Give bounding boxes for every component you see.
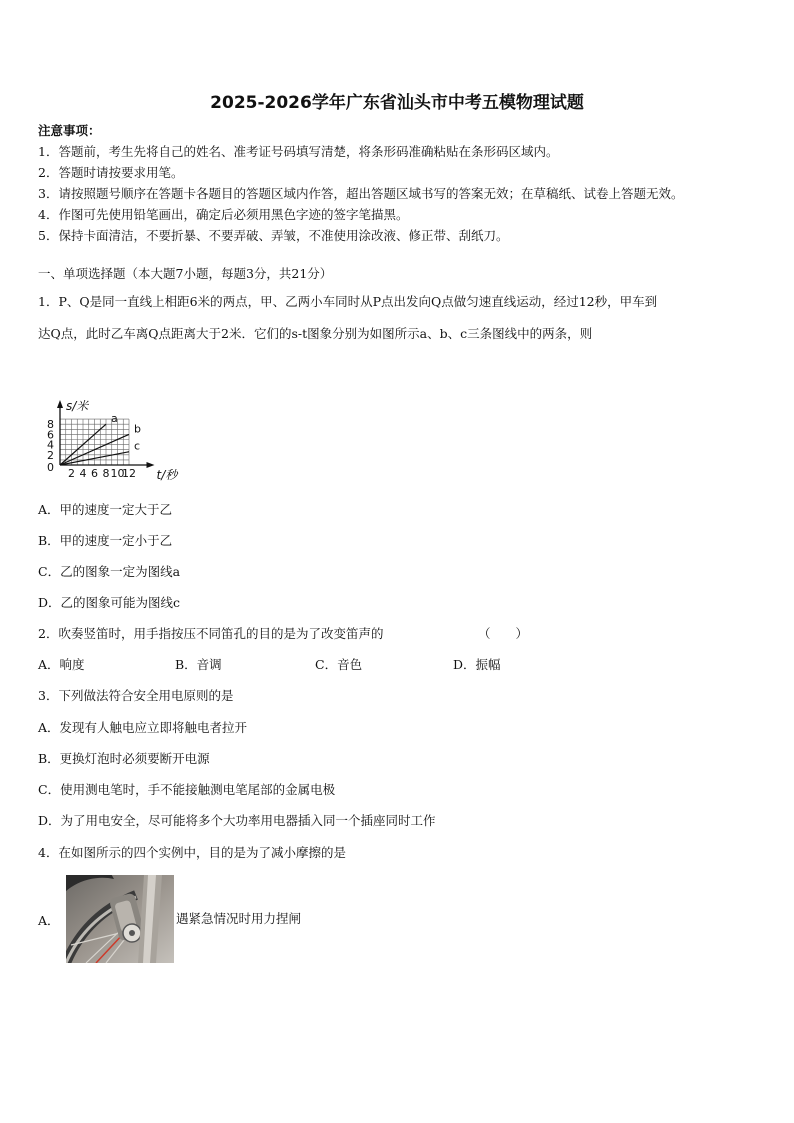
question-2-option-d: D．振幅	[453, 657, 501, 672]
question-4-stem: 4．在如图所示的四个实例中，目的是为了减小摩擦的是	[38, 845, 346, 860]
y-tick-label: 8	[47, 418, 54, 432]
question-2-option-c: C．音色	[315, 657, 363, 672]
question-2-blank: （ ）	[478, 626, 529, 641]
x-tick-label: 4	[79, 467, 87, 480]
question-3-option-d: D．为了用电安全，尽可能将多个大功率用电器插入同一个插座同时工作	[38, 813, 436, 828]
series-label-a: a	[111, 412, 118, 426]
question-2-option-a: A．响度	[38, 657, 85, 672]
notice-item: 4．作图可先使用铅笔画出，确定后必须用黑色字迹的签字笔描黑。	[38, 207, 409, 222]
question-1-stem-line1: 1．P、Q是同一直线上相距6米的两点，甲、乙两小车同时从P点出发向Q点做匀速直线运动，经过12秒，甲车到	[38, 294, 658, 309]
y-axis-arrow	[57, 400, 63, 408]
series-label-b: b	[134, 422, 141, 436]
section-heading: 一、单项选择题（本大题7小题，每题3分，共21分）	[38, 266, 333, 281]
question-1-option-c: C．乙的图象一定为图线a	[38, 564, 181, 579]
y-tick-label: 4	[47, 438, 54, 452]
notice-item: 5．保持卡面清洁，不要折暴、不要弄破、弄皱，不准使用涂改液、修正带、刮纸刀。	[38, 228, 509, 243]
series-label-c: c	[134, 439, 141, 453]
x-tick-label: 12	[122, 467, 136, 480]
question-3-option-a: A．发现有人触电应立即将触电者拉开	[38, 720, 248, 735]
x-tick-label: 6	[91, 467, 98, 480]
x-axis-arrow	[147, 462, 155, 468]
y-tick-label: 6	[47, 428, 54, 442]
question-3-option-c: C．使用测电笔时，手不能接触测电笔尾部的金属电极	[38, 782, 336, 797]
question-1-option-d: D．乙的图象可能为图线c	[38, 595, 181, 610]
question-4-option-a-text: 遇紧急情况时用力捏闸	[176, 911, 302, 926]
x-tick-label: 8	[102, 467, 110, 480]
notice-heading: 注意事项：	[38, 123, 101, 138]
origin-label: 0	[47, 461, 54, 474]
notice-item: 1．答题前，考生先将自己的姓名、准考证号码填写清楚，将条形码准确粘贴在条形码区域内。	[38, 144, 559, 159]
page-title: 2025-2026学年广东省汕头市中考五模物理试题	[210, 93, 584, 113]
notice-item: 3．请按照题号顺序在答题卡各题目的答题区域内作答，超出答题区域书写的答案无效；在草稿纸、试卷上答题无效。	[38, 186, 684, 201]
x-axis-label: t/秒	[156, 468, 178, 482]
question-4-option-a-label: A．	[38, 913, 60, 928]
question-1-option-a: A．甲的速度一定大于乙	[38, 502, 173, 517]
question-1-stem-line2: 达Q点，此时乙车离Q点距离大于2米．它们的s-t图象分别为如图所示a、b、c三条图线中的两条，则	[38, 326, 593, 341]
bicycle-brake-photo	[66, 875, 174, 963]
question-2-stem: 2．吹奏竖笛时，用手指按压不同笛孔的目的是为了改变笛声的	[38, 626, 384, 641]
question-3-stem: 3．下列做法符合安全用电原则的是	[38, 688, 234, 703]
st-graph	[36, 352, 216, 484]
notice-item: 2．答题时请按要求用笔。	[38, 165, 184, 180]
x-tick-label: 10	[110, 467, 125, 480]
question-1-option-b: B．甲的速度一定小于乙	[38, 533, 173, 548]
x-tick-label: 2	[68, 467, 75, 480]
y-tick-label: 2	[47, 448, 54, 462]
y-axis-label: s/米	[66, 399, 89, 413]
question-3-option-b: B．更换灯泡时必须要断开电源	[38, 751, 210, 766]
question-2-option-b: B．音调	[175, 657, 222, 672]
